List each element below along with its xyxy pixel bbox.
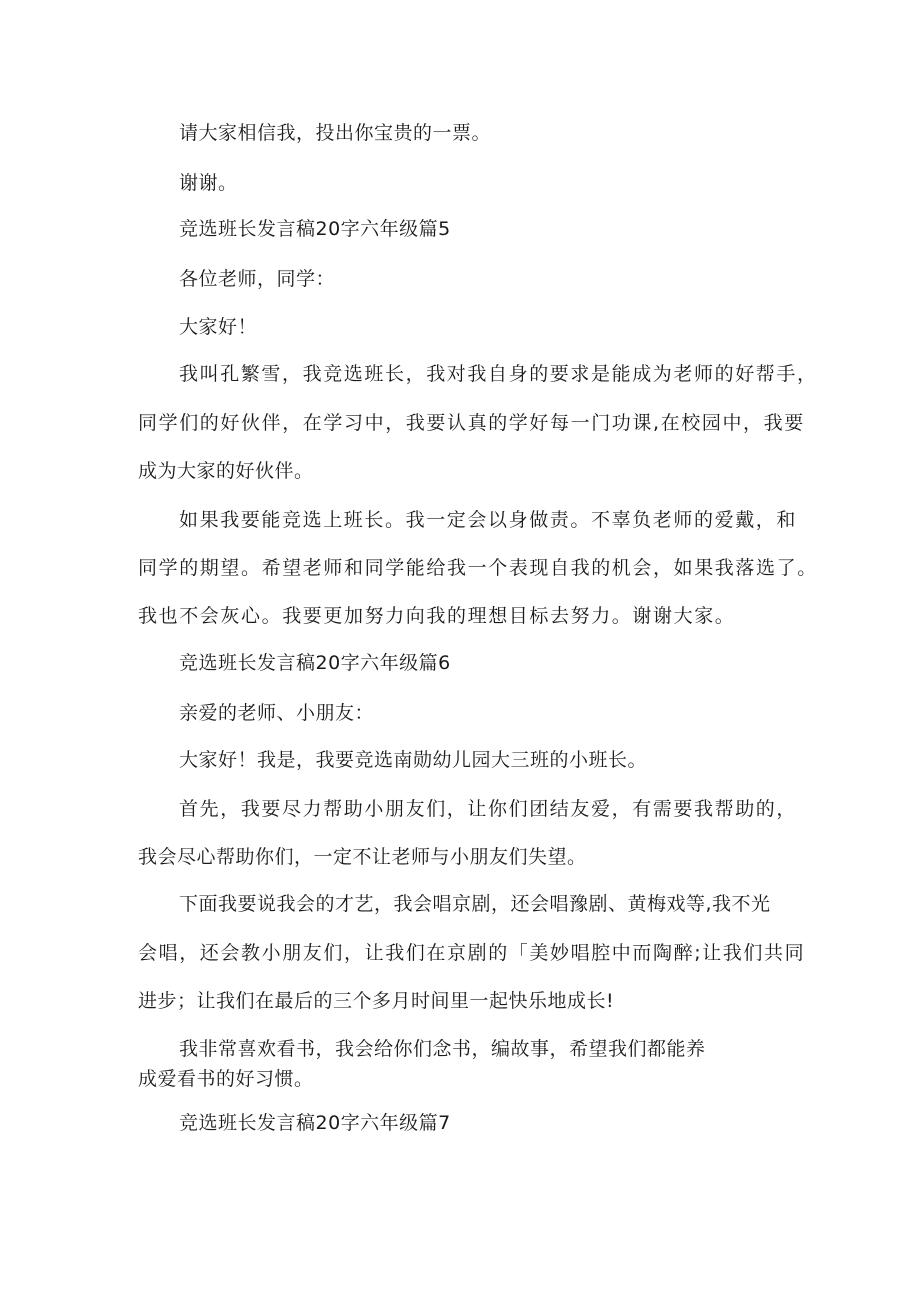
- section-heading: 竞选班长发言稿20字六年级篇5: [179, 218, 451, 240]
- paragraph-line: 如果我要能竞选上班长。我一定会以身做责。不辜负老师的爱戴，和: [179, 509, 798, 531]
- section-heading: 竞选班长发言稿20字六年级篇6: [179, 652, 451, 674]
- paragraph-line: 会唱，还会教小朋友们，让我们在京剧的「美妙唱腔中而陶醉;让我们共同: [138, 942, 806, 964]
- paragraph-line: 我叫孔繁雪，我竞选班长，我对我自身的要求是能成为老师的好帮手，: [179, 363, 818, 385]
- paragraph-line: 进步；让我们在最后的三个多月时间里一起快乐地成长!: [138, 990, 615, 1012]
- paragraph-line: 谢谢。: [179, 172, 238, 194]
- section-heading: 竞选班长发言稿20字六年级篇7: [179, 1112, 451, 1134]
- paragraph-line: 同学的期望。希望老师和同学能给我一个表现自我的机会，如果我落选了。: [138, 557, 818, 579]
- paragraph-line: 成爱看书的好习惯。: [138, 1068, 314, 1090]
- paragraph-line: 亲爱的老师、小朋友：: [179, 702, 375, 724]
- paragraph-line: 首先，我要尽力帮助小朋友们，让你们团结友爱，有需要我帮助的，: [179, 798, 798, 820]
- paragraph-line: 成为大家的好伙伴。: [138, 460, 314, 482]
- paragraph-line: 大家好！: [179, 316, 258, 338]
- paragraph-line: 同学们的好伙伴，在学习中，我要认真的学好每一门功课,在校园中，我要: [138, 412, 805, 434]
- paragraph-line: 请大家相信我，投出你宝贵的一票。: [179, 122, 492, 144]
- paragraph-line: 我也不会灰心。我要更加努力向我的理想目标去努力。谢谢大家。: [138, 605, 736, 627]
- paragraph-line: 各位老师，同学：: [179, 268, 336, 290]
- paragraph-line: 下面我要说我会的才艺，我会唱京剧，还会唱豫剧、黄梅戏等,我不光: [179, 893, 771, 915]
- paragraph-line: 大家好！我是，我要竞选南勋幼儿园大三班的小班长。: [179, 749, 648, 771]
- paragraph-line: 我会尽心帮助你们，一定不让老师与小朋友们失望。: [138, 846, 587, 868]
- paragraph-line: 我非常喜欢看书，我会给你们念书，编故事，希望我们都能养: [179, 1038, 706, 1060]
